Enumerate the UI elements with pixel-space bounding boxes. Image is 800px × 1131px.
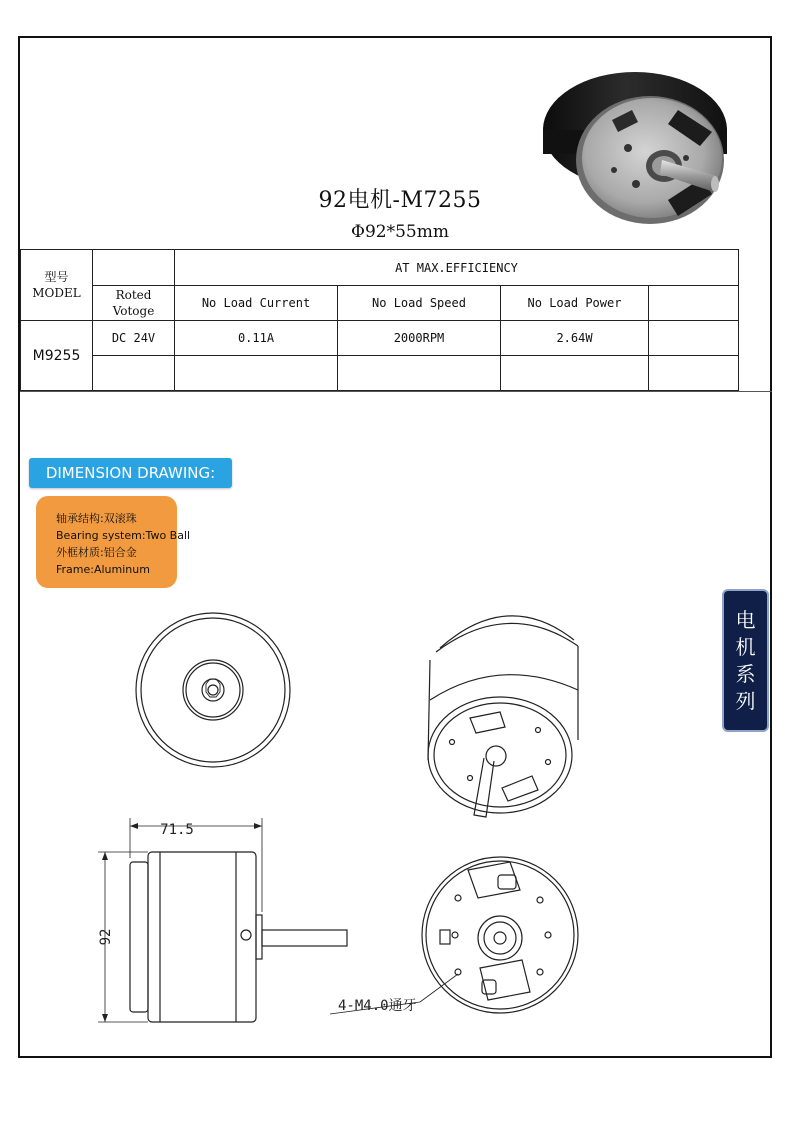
side-tab-char: 系 — [735, 661, 756, 686]
speed-value: 2000RPM — [338, 321, 501, 356]
model-value: M9255 — [21, 321, 93, 391]
bearing-en: Bearing system:Two Ball — [56, 529, 191, 542]
product-dimensions: Φ92*55mm — [351, 222, 449, 242]
frame-cn: 外框材质:铝合金 — [56, 546, 137, 559]
isometric-view-drawing — [428, 616, 578, 817]
rear-view-drawing — [330, 857, 578, 1014]
dimension-drawing-header: DIMENSION DRAWING: — [29, 458, 232, 488]
product-title: 92电机-M7255 — [318, 188, 482, 213]
group-header: AT MAX.EFFICIENCY — [175, 250, 739, 286]
no-load-speed-header: No Load Speed — [338, 286, 501, 321]
side-tab-char: 列 — [735, 688, 756, 713]
diameter-dimension-label: 92 — [98, 928, 114, 946]
bearing-cn: 轴承结构:双滚珠 — [56, 512, 137, 525]
frame-en: Frame:Aluminum — [56, 563, 150, 576]
model-label-en: MODEL — [32, 286, 81, 300]
front-view-drawing — [136, 613, 290, 767]
no-load-power-header: No Load Power — [501, 286, 649, 321]
voltage-value: DC 24V — [93, 321, 175, 356]
length-dimension-label: 71.5 — [160, 822, 194, 838]
model-label-cn: 型号 — [44, 270, 69, 284]
power-value: 2.64W — [501, 321, 649, 356]
rated-voltage-label-1: Roted — [115, 288, 152, 302]
side-view-drawing — [98, 818, 347, 1022]
no-load-current-header: No Load Current — [175, 286, 338, 321]
rated-voltage-label-2: Votoge — [112, 304, 155, 318]
current-value: 0.11A — [175, 321, 338, 356]
thread-note-label: 4-M4.0通牙 — [338, 998, 417, 1014]
side-tab-char: 电 — [735, 607, 756, 632]
side-tab-char: 机 — [735, 634, 756, 659]
